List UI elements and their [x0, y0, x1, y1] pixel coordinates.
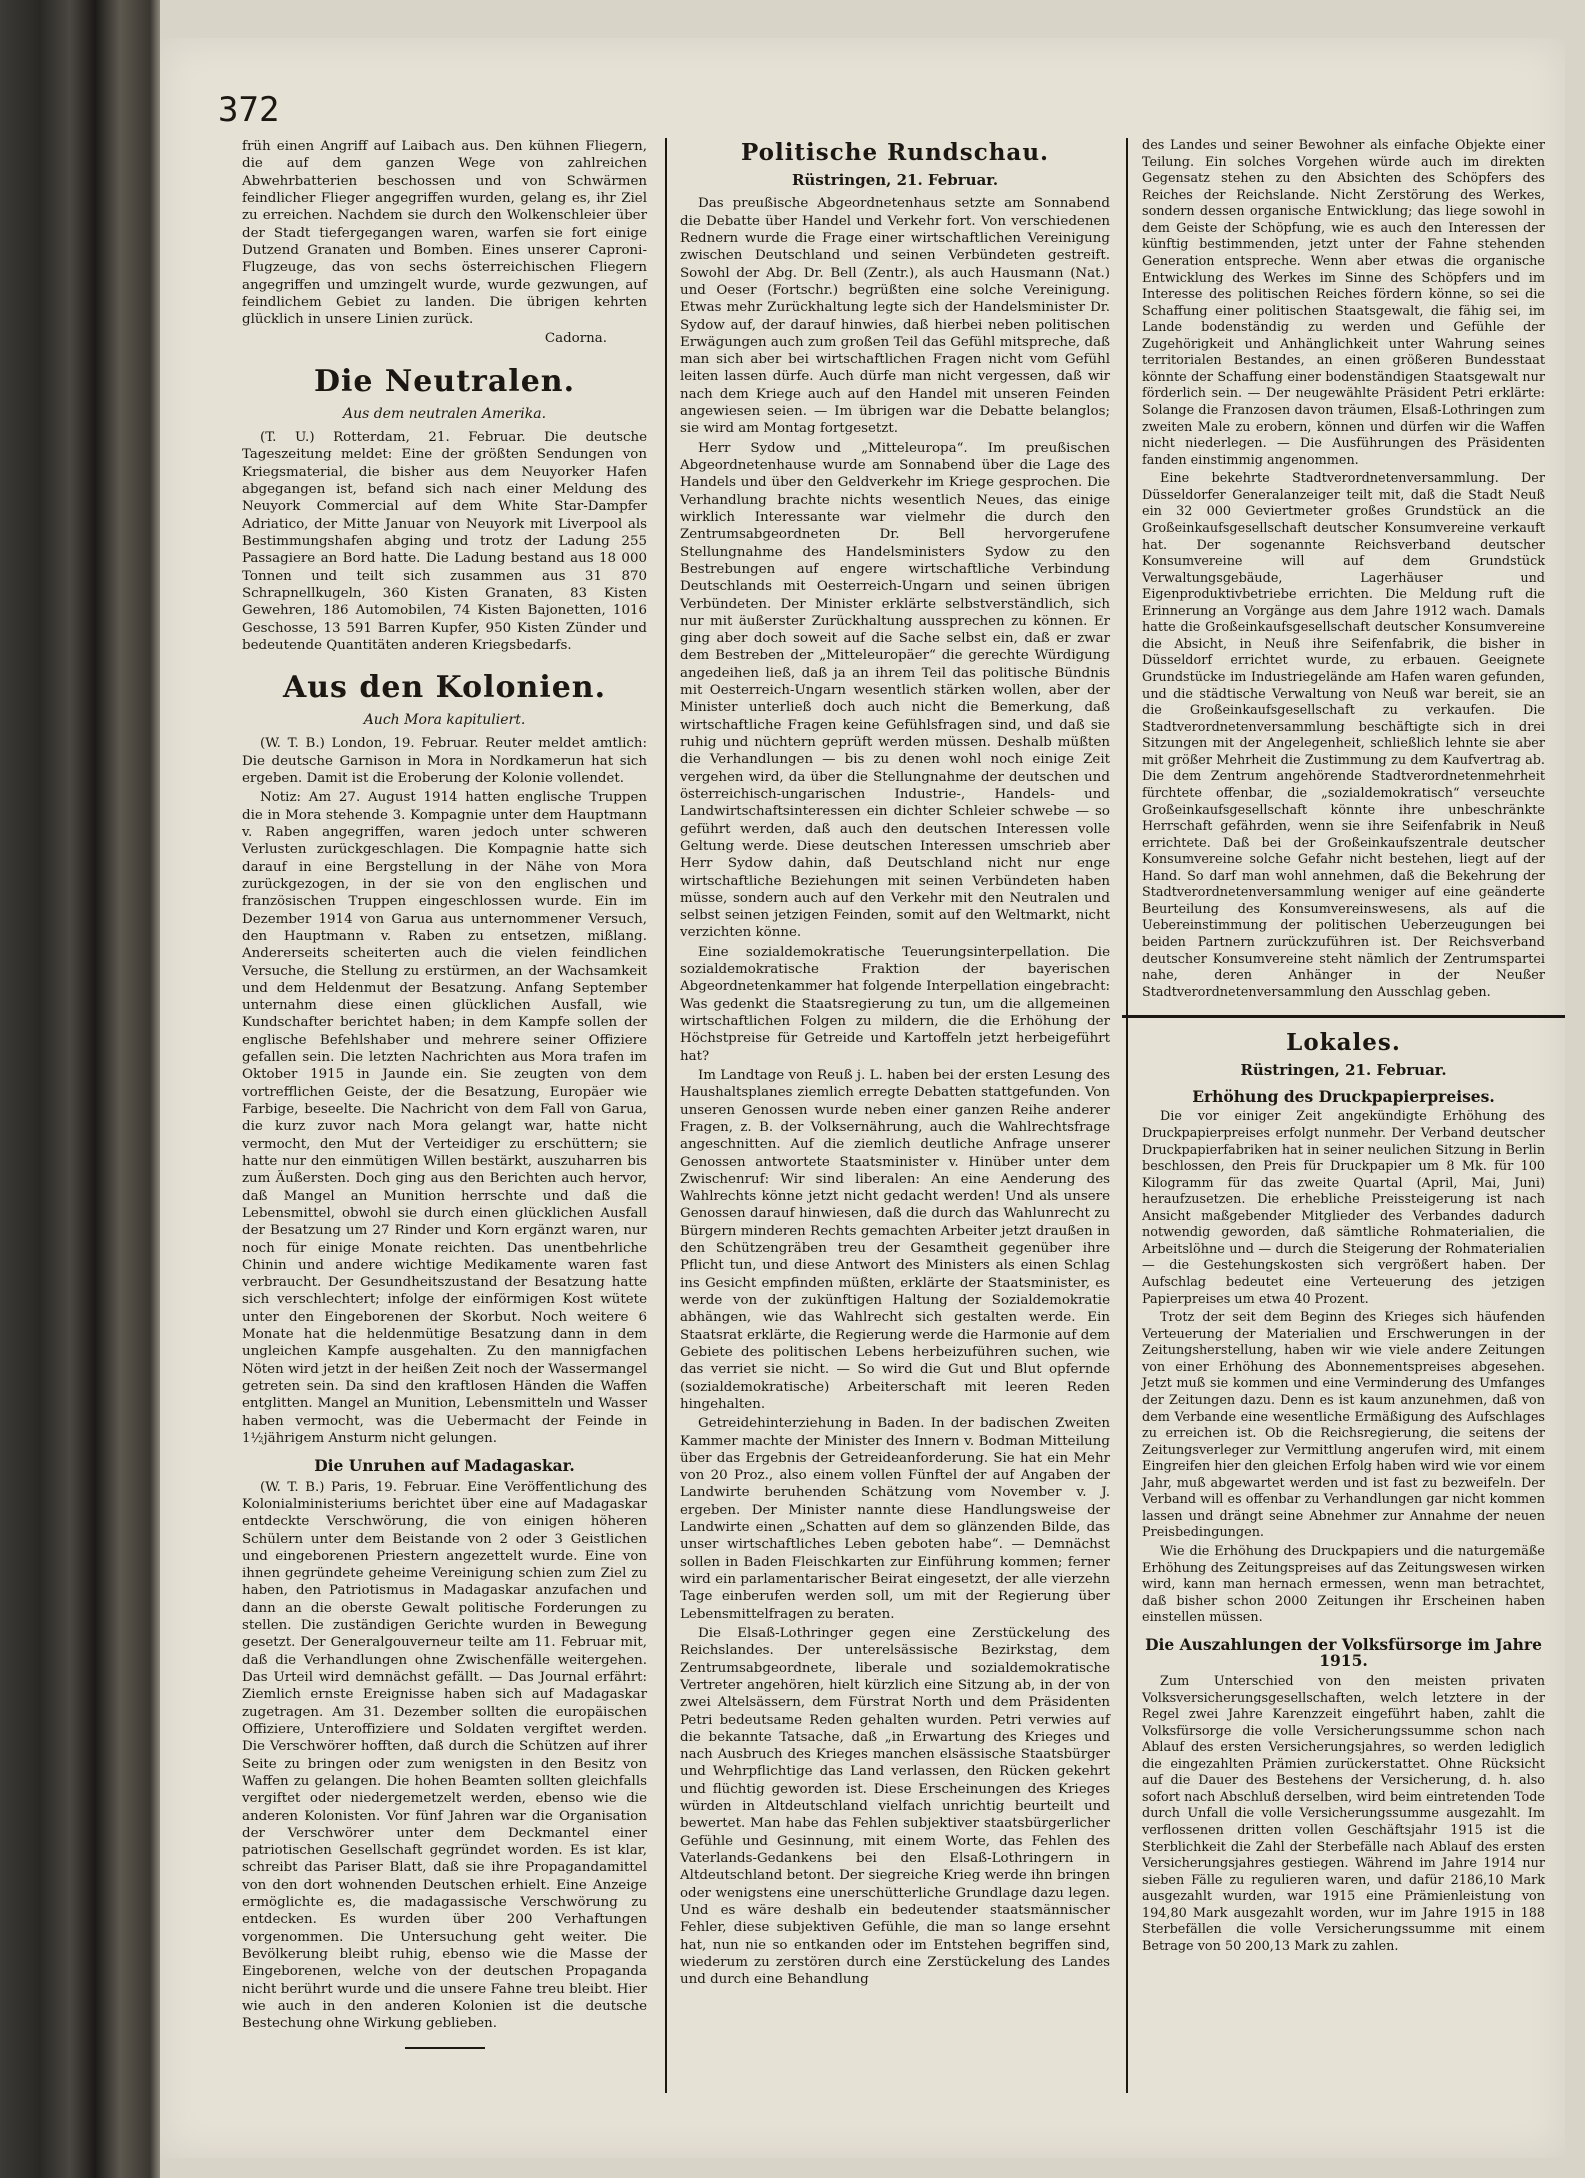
column-middle	[680, 138, 1110, 1991]
paragraph: Zum Unterschied von den meisten privaten Volksversicherungsgesellschaften, welch letztere in der Regel zwei Jahre Karenzzeit eingeführt haben, zahlt die Volksfürsorge die volle Versicherungssumme schon nach Ablauf des ersten Versicherungsjahres, so werden lediglich die eingezahlten Prämien zurückerstattet. Ohne Rücksicht auf die Dauer des Bestehens der Versicherung, d. h. also sofort nach Abschluß derselben, wird beim eintretenden Tode durch Unfall die volle Versicherungssumme ausgezahlt. Im verflossenen dritten vollen Geschäftsjahr 1915 ist die Sterblichkeit die Zahl der Sterbefälle nach Ablauf des ersten Versicherungsjahres gestiegen. Während im Jahre 1914 nur sieben Fälle zu regulieren waren, und dafür 2186,10 Mark ausgezahlt wurden, war 1915 eine Prämienleistung von 194,80 Mark ausgezahlt worden, wur im Jahre 1915 in 188 Sterbefällen die volle Versicherungssumme mit einem Betrage von 50 200,13 Mark zu zahlen.	[1142, 1673, 1545, 1954]
section-heading: Politische Rundschau.	[740, 139, 1050, 166]
paragraph: des Landes und seiner Bewohner als einfache Objekte einer Teilung. Ein solches Vorgehen würde auch im direkten Gegensatz stehen zu den Absichten des Schöpfers des Reiches der Reichslande. Nicht Zerstörung des Werkes, sondern dessen organische Entwicklung; das liege sowohl in dem Geiste der Schöpfung, wie es auch den Interessen der künftig bestimmenden, jetzt unter der Fahne stehenden Generation entspreche. Wenn aber etwas die organische Entwicklung des Werkes im Sinne des Schöpfers und im Interesse des politischen Reiches fördern könne, so sei die Schaffung einer politischen Staatsgewalt, die fähig sei, im Lande bodenständig zu werden und Gefühle der Zugehörigkeit und Anhänglichkeit unter Wahrung seines territorialen Bestandes, an einen größeren Bundesstaat könnte der Schaffung einer bodenständigen Staatsgewalt nur förderlich sein. — Der neugewählte Präsident Petri erklärte: Solange die Franzosen davon träumen, Elsaß-Lothringen zum zweiten Male zu erobern, können und dürfen wir die Waffen nicht niederlegen. — Die Ausführungen des Präsidenten fanden einstimmig angenommen.	[1142, 138, 1545, 468]
paragraph: Eine sozialdemokratische Teuerungsinterpellation. Die sozialdemokratische Fraktion der bayerischen Abgeordnetenkammer hat folgende Interpellation eingebracht: Was gedenkt die Staatsregierung zu tun, um die allgemeinen wirtschaftlichen Folgen zu mildern, die die Erhöhung der Höchstpreise für Getreide und Kartoffeln jetzt herbeigeführt hat?	[680, 944, 1110, 1064]
dateline: Rüstringen, 21. Februar.	[1240, 1061, 1447, 1080]
column-right	[1142, 138, 1545, 1958]
dateline: Rüstringen, 21. Februar.	[791, 171, 999, 189]
paragraph: Getreidehinterziehung in Baden. In der badischen Zweiten Kammer machte der Minister des Innern v. Bodman Mitteilung über das Ergebnis der Getreideanforderung. Sie hat ein Mehr von 20 Proz., also einem vollen Fünftel der auf Angaben der Landwirte beruhenden Schätzung vom November v. J. ergeben. Der Minister nannte diese Handlungsweise der Landwirte einen „Schatten auf dem so glänzenden Bilde, das unser wirtschaftliches Leben geboten habe“. — Demnächst sollen in Baden Fleischkarten zur Einführung kommen; ferner wird ein parlamentarischer Beirat eingesetzt, der alle vierzehn Tage einberufen werden soll, um mit der Regierung über Lebensmittelfragen zu beraten.	[680, 1416, 1110, 1622]
paragraph: Das preußische Abgeordnetenhaus setzte am Sonnabend die Debatte über Handel und Verkehr fort. Von verschiedenen Rednern wurde die Frage einer wirtschaftlichen Vereinigung zwischen Deutschland und seinen Verbündeten gestreift. Sowohl der Abg. Dr. Bell (Zentr.), als auch Hausmann (Nat.) und Oeser (Fortschr.) begrüßten eine solche Vereinigung. Etwas mehr Zurückhaltung legte sich der Handelsminister Dr. Sydow auf, der darauf hinwies, daß hierbei neben politischen Erwägungen auch zum großen Teil das Gefühl mitspreche, daß man sich aber bei wirtschaftlichen Fragen nicht vom Gefühl leiten lassen dürfe. Auch dürfe man nicht vergessen, daß wir nach dem Kriege auch auf den Handel mit unseren Feinden angewiesen seien. — Im übrigen war die Debatte belanglos; sie wird am Montag fortgesetzt.	[680, 196, 1110, 437]
paragraph: Herr Sydow und „Mitteleuropa“. Im preußischen Abgeordnetenhause wurde am Sonnabend über die Lage des Handels und über den Geldverkehr im Kriege gesprochen. Die Verhandlung brachte nichts wesentlich Neues, das einige wirklich Interessante war vielmehr die durch den Zentrumsabgeordneten Dr. Bell hervorgerufene Stellungnahme des Handelsministers Sydow zu den Bestrebungen auf engere wirtschaftliche Verbindung Deutschlands mit Oesterreich-Ungarn und seinen übrigen Verbündeten. Der Minister erklärte selbstverständlich, sich nur mit äußerster Zurückhaltung aussprechen zu können. Er ging aber doch soweit auf die Sache selbst ein, daß er zwar dem Bestreben der „Mitteleuropäer“ die gerechte Würdigung angedeihen ließ, daß ja an ihrem Teil das politische Bündnis mit Oesterreich-Ungarn wesentlich stärken wollen, aber der Minister unterließ doch auch nicht die Bemerkung, daß wirtschaftliche Fragen keine Gefühlsfragen sind, und daß sie ruhig und nüchtern geprüft werden müssen. Deshalb müßten die Verhandlungen — bis zu denen wohl noch einige Zeit vergehen wird, da über die Stellungnahme der deutschen und österreichisch-ungarischen Industrie-, Handels- und Landwirtschaftsinteressen ein dichter Schleier schwebe — so geführt werden, daß auch den deutschen Interessen volle Geltung werde. Diese deutschen Interessen umschrieb aber Herr Sydow dahin, daß Deutschland nicht nur enge wirtschaftliche Beziehungen mit seinen Verbündeten haben müsse, sondern auch auf den Verkehr mit den Neutralen und selbst seinen jetzigen Feinden, somit auf den Weltmarkt, nicht verzichten könne.	[680, 440, 1110, 941]
column-rule-1	[665, 138, 667, 2093]
paragraph: (W. T. B.) London, 19. Februar. Reuter meldet amtlich: Die deutsche Garnison in Mora in Nordkamerun hat sich ergeben. Damit ist die Eroberung der Kolonie vollendet.	[242, 736, 647, 787]
section-divider	[1122, 1015, 1565, 1018]
newspaper-page	[160, 38, 1565, 2158]
article-subheading: Die Auszahlungen der Volksfürsorge im Jahre 1915.	[1145, 1634, 1542, 1671]
paragraph: Die Elsaß-Lothringer gegen eine Zerstückelung des Reichslandes. Der unterelsässische Bezirkstag, dem Zentrumsabgeordnete, liberale und sozialdemokratische Vertreter angehören, hielt kürzlich eine Sitzung ab, in der von zwei Altelsässern, dem Fürstrat North und dem Präsidenten Petri bedeutsame Reden gehalten wurden. Petri verwies auf die bekannte Tatsache, daß „in Erwartung des Krieges und nach Ausbruch des Krieges manchen elsässische Staatsbürger und Wehrpflichtige das Land verlassen, den Rücken gekehrt und flüchtig geworden ist. Diese Erscheinungen des Krieges würden in Altdeutschland vielfach unrichtig beurteilt und bewertet. Man habe das Fehlen subjektiver staatsbürgerlicher Gefühle und Gesinnung, mit einem Worte, das Fehlen des Vaterlands-Gedankens bei den Elsaß-Lothringern in Altdeutschland betont. Der siegreiche Krieg werde ihn bringen oder wenigstens eine unerschütterliche Grundlage dazu legen. Und es wäre deshalb ein bedeutender staatsmännischer Fehler, diese subjektiven Gefühle, die man so lange ersehnt hat, nun nie so entkanden oder im Entstehen begriffen sind, wiederum zu zerstören durch eine Zerstückelung des Landes und durch eine Behandlung	[680, 1625, 1110, 1988]
paragraph: (W. T. B.) Paris, 19. Februar. Eine Veröffentlichung des Kolonialministeriums berichtet über eine auf Madagaskar entdeckte Verschwörung, die von einigen höheren Schülern unter dem Beistande von 2 oder 3 Geistlichen und eingeborenen Priestern angezettelt wurde. Eine von ihnen gegründete geheime Vereinigung schien zum Ziel zu haben, den Patriotismus in Madagaskar anzufachen und dann an die oberste Gewalt politische Forderungen zu stellen. Die zuständigen Gerichte wurden in Bewegung gesetzt. Der Generalgouverneur teilte am 11. Februar mit, daß die Verhandlungen ohne Zwischenfälle weitergehen. Das Urteil wird demnächst gefällt. — Das Journal erfährt: Ziemlich ernste Ereignisse haben sich auf Madagaskar zugetragen. Am 31. Dezember sollten die europäischen Offiziere, Unteroffiziere und Soldaten vergiftet werden. Die Verschwörer hofften, daß durch die Schützen auf ihrer Seite zu bringen oder zum wenigsten in den Besitz von Waffen zu gelangen. Die hohen Beamten sollten gleichfalls vergiftet oder niedergemetzelt werden, ebenso wie die anderen Kolonisten. Vor fünf Jahren war die Organisation der Verschwörer unter dem Deckmantel einer patriotischen Gesellschaft gegründet worden. Es ist klar, schreibt das Pariser Blatt, daß sie ihre Propagandamittel von den dort wohnenden Deutschen erhielt. Eine Anzeige ermöglichte es, die madagassische Verschwörung zu entdecken. Es wurden über 200 Verhaftungen vorgenommen. Die Untersuchung geht weiter. Die Bevölkerung bleibt ruhig, ebenso wie die Masse der Eingeborenen, welche von der deutschen Propaganda nicht berührt wurde und die unsere Fahne treu bleibt. Hier wie auch in den anderen Kolonien ist die deutsche Bestechung ohne Wirkung geblieben.	[242, 1479, 647, 2032]
article-subheading: Erhöhung des Druckpapierpreises.	[1192, 1086, 1495, 1106]
book-spine	[0, 0, 160, 2178]
paragraph: Trotz der seit dem Beginn des Krieges sich häufenden Verteuerung der Materialien und Erschwerungen in der Zeitungsherstellung, haben wir wie viele andere Zeitungen von einer Erhöhung des Abonnementspreises abgesehen. Jetzt muß sie kommen und eine Verminderung des Umfanges der Zeitungen dazu. Denn es ist kaum anzunehmen, daß von dem Verbande eine wesentliche Ermäßigung des Aufschlages zu erreichen ist. Ob die Reichsregierung, die seitens der Zeitungsverleger zur Vermittlung angerufen wird, mit einem Eingreifen hier den gleichen Erfolg haben wird wie vor einem Jahr, muß abgewartet werden und ist fast zu bezweifeln. Der Verband will es offenbar zu Verhandlungen gar nicht kommen lassen und drängt seine Abnehmer zur Annahme der neuen Preisbedingungen.	[1142, 1310, 1545, 1541]
end-rule	[405, 2047, 485, 2049]
paragraph: Notiz: Am 27. August 1914 hatten englische Truppen die in Mora stehende 3. Kompagnie unter dem Hauptmann v. Raben angegriffen, waren jedoch unter schweren Verlusten zurückgeschlagen. Die Kompagnie hatte sich darauf in eine Bergstellung in der Nähe von Mora zurückgezogen, in der sie von den englischen und französischen Truppen eingeschlossen wurde. Ein im Dezember 1914 von Garua aus unternommener Versuch, den Hauptmann v. Raben zu entsetzen, mißlang. Andererseits scheiterten auch die vielen feindlichen Versuche, die Stellung zu erstürmen, an der Wachsamkeit und dem Heldenmut der Besatzung. Anfang September unternahm diese einen glücklichen Ausfall, wie Kundschafter berichtet haben; in dem Kampfe sollen der englische Befehlshaber und mehrere seiner Offiziere gefallen sein. Die letzten Nachrichten aus Mora trafen im Oktober 1915 in Jaunde ein. Sie zeugten von dem vortrefflichen Geiste, der die Besatzung, Europäer wie Farbige, beseelte. Die Nachricht von dem Fall von Garua, die kurz zuvor nach Mora gelangt war, hatte nicht vermocht, den Mut der Verteidiger zu erschüttern; sie hatte nur den einmütigen Willen bestärkt, auszuharren bis zum Äußersten. Doch ging aus den Berichten auch hervor, daß Mangel an Munition herrschte und daß die Lebensmittel, obwohl sie durch einen glücklichen Ausfall der Besatzung um 27 Rinder und Korn ergänzt waren, nur noch für einige Monate reichten. Das unentbehrliche Chinin und andere wichtige Medikamente waren fast verbraucht. Der Gesundheitszustand der Besatzung hatte sich verschlechtert; infolge der einförmigen Kost wütete unter den Eingeborenen der Skorbut. Noch weitere 6 Monate hat die heldenmütige Besatzung dann in dem ungleichen Kampfe ausgehalten. Zu den mannigfachen Nöten wird jetzt in der heißen Zeit noch der Wassermangel getreten sein. Da sind den kraftlosen Händen die Waffen entglitten. Mangel an Munition, Lebensmitteln und Wasser haben vermocht, was die Uebermacht der Feinde in 1½jährigem Ansturm nicht gelungen.	[242, 790, 647, 1446]
section-heading: Die Neutralen.	[313, 363, 576, 399]
paragraph: Wie die Erhöhung des Druckpapiers und die naturgemäße Erhöhung des Zeitungspreises auf das Zeitungswesen wirken wird, kann man hernach ermessen, wenn man betrachtet, daß bisher schon 2000 Zeitungen ihr Erscheinen haben einstellen müssen.	[1142, 1544, 1545, 1626]
section-subheading: Auch Mora kapituliert.	[363, 712, 526, 729]
column-rule-2	[1126, 138, 1128, 2093]
section-heading: Aus den Kolonien.	[282, 670, 607, 706]
column-left	[242, 138, 647, 2049]
signature: Cadorna.	[544, 331, 607, 347]
article-subheading: Die Unruhen auf Madagaskar.	[314, 1456, 575, 1476]
section-heading: Lokales.	[1286, 1029, 1401, 1057]
paragraph: Eine bekehrte Stadtverordnetenversammlung. Der Düsseldorfer Generalanzeiger teilt mit, daß die Stadt Neuß ein 32 000 Geviertmeter großes Grundstück an die Großeinkaufsgesellschaft deutscher Konsumvereine verkauft hat. Der sogenannte Reichsverband deutscher Konsumvereine will auf dem Grundstück Verwaltungsgebäude, Lagerhäuser und Eigenproduktivbetriebe errichten. Die Meldung ruft die Erinnerung an Vorgänge aus dem Jahre 1912 wach. Damals hatte die Großeinkaufsgesellschaft deutscher Konsumvereine die Absicht, in Neuß ihre Seifenfabrik, die bisher in Düsseldorf errichtet wurde, zu erbauen. Geeignete Grundstücke im Industriegelände am Hafen waren gefunden, und die städtische Verwaltung von Neuß war bereit, sie an die Großeinkaufsgesellschaft zu verkaufen. Die Stadtverordnetenversammlung beschäftigte sich in drei Sitzungen mit der Angelegenheit, schließlich lehnte sie aber mit größer Mehrheit die Zustimmung zu dem Kaufvertrag ab. Die dem Zentrum angehörende Stadtverordnetenmehrheit fürchtete offenbar, die „sozialdemokratisch“ verseuchte Großeinkaufsgesellschaft könnte ihre unbeschränkte Herrschaft gefährden, wenn sie ihre Seifenfabrik in Neuß errichtete. Daß bei der Großeinkaufszentrale deutscher Konsumvereine solche Gefahr nicht bestehen, liegt auf der Hand. So darf man wohl annehmen, daß die Bekehrung der Stadtverordnetenversammlung weniger auf eine geänderte Beurteilung des Konsumvereinswesens, als auf die Uebereinstimmung der politischen Ueberzeugungen bei beiden Partnern zurückzuführen ist. Der Reichsverband deutscher Konsumvereine steht nämlich der Zentrumspartei nahe, deren Anhänger in der Neußer Stadtverordnetenversammlung den Ausschlag geben.	[1142, 471, 1545, 1000]
paragraph: Die vor einiger Zeit angekündigte Erhöhung des Druckpapierpreises erfolgt nunmehr. Der Verband deutscher Druckpapierfabriken hat in seiner neulichen Sitzung in Berlin beschlossen, den Preis für Druckpapier um 8 Mk. für 100 Kilogramm für das zweite Quartal (April, Mai, Juni) heraufzusetzen. Die erhebliche Preissteigerung ist nach Ansicht maßgebender Mitglieder des Verbandes dadurch notwendig geworden, daß sämtliche Rohmaterialien, die Arbeitslöhne und — durch die Steigerung der Rohmaterialien — die Gestehungskosten sich vergrößert haben. Der Aufschlag bedeutet eine Verteuerung des jetzigen Papierpreises um etwa 40 Prozent.	[1142, 1109, 1545, 1307]
section-subheading: Aus dem neutralen Amerika.	[342, 405, 547, 422]
page-number: 372	[218, 90, 280, 130]
paragraph: (T. U.) Rotterdam, 21. Februar. Die deutsche Tageszeitung meldet: Eine der größten Sendungen von Kriegsmaterial, die bisher aus dem Neuyorker Hafen abgegangen ist, befand sich nach einer Meldung des Neuyork Commercial auf dem White Star-Dampfer Adriatico, der Mitte Januar von Neuyork mit Liverpool als Bestimmungshafen abging und trotz der Ladung 255 Passagiere an Bord hatte. Die Ladung bestand aus 18 000 Tonnen und teilt sich zusammen aus 31 870 Schrapnellkugeln, 360 Kisten Granaten, 83 Kisten Gewehren, 186 Automobilen, 74 Kisten Bajonetten, 1016 Geschosse, 13 591 Barren Kupfer, 950 Kisten Zünder und bedeutende Quantitäten anderen Kriegsbedarfs.	[242, 430, 647, 653]
paragraph: früh einen Angriff auf Laibach aus. Den kühnen Fliegern, die auf dem ganzen Wege von zahlreichen Abwehrbatterien beschossen und von Schwärmen feindlicher Flieger angegriffen wurden, gelang es, ihr Ziel zu erreichen. Nachdem sie durch den Wolkenschleier über der Stadt tiefergegangen waren, warfen sie fort einige Dutzend Granaten und Bomben. Eines unserer Caproni-Flugzeuge, das von sechs österreichischen Fliegern angegriffen und umzingelt wurde, wurde gezwungen, auf feindlichem Gebiet zu landen. Die übrigen kehrten glücklich in unsere Linien zurück.	[242, 139, 647, 328]
paragraph: Im Landtage von Reuß j. L. haben bei der ersten Lesung des Haushaltsplanes ziemlich erregte Debatten stattgefunden. Von unseren Genossen wurde neben einer ganzen Reihe anderer Fragen, z. B. der Volksernährung, auch die Wahlrechtsfrage angeschnitten. Auf die ziemlich deutliche Anfrage unserer Genossen antwortete Staatsminister v. Hinüber unter dem Zwischenruf: Wir sind liberalen: An eine Aenderung des Wahlrechts könne jetzt nicht gedacht werden! Und als unsere Genossen darauf hinwiesen, daß die durch das Wahlunrecht zu Bürgern minderen Rechts gemachten Arbeiter jetzt draußen in den Schützengräben treu der Gesamtheit gegenüber ihre Pflicht tun, und diese Antwort des Ministers als einen Schlag ins Gesicht empfinden müßten, erklärte der Staatsminister, es werde von der zukünftigen Haltung der Sozialdemokratie abhängen, wie das Wahlrecht sich gestalten werde. Ein Staatsrat erklärte, die Regierung werde die Harmonie auf dem Gebiete des politischen Lebens herbeizuführen suchen, wie das verriet sie nicht. — So wird die Gut und Blut opfernde (sozialdemokratische) Arbeiterschaft mit leeren Reden hingehalten.	[680, 1067, 1110, 1412]
